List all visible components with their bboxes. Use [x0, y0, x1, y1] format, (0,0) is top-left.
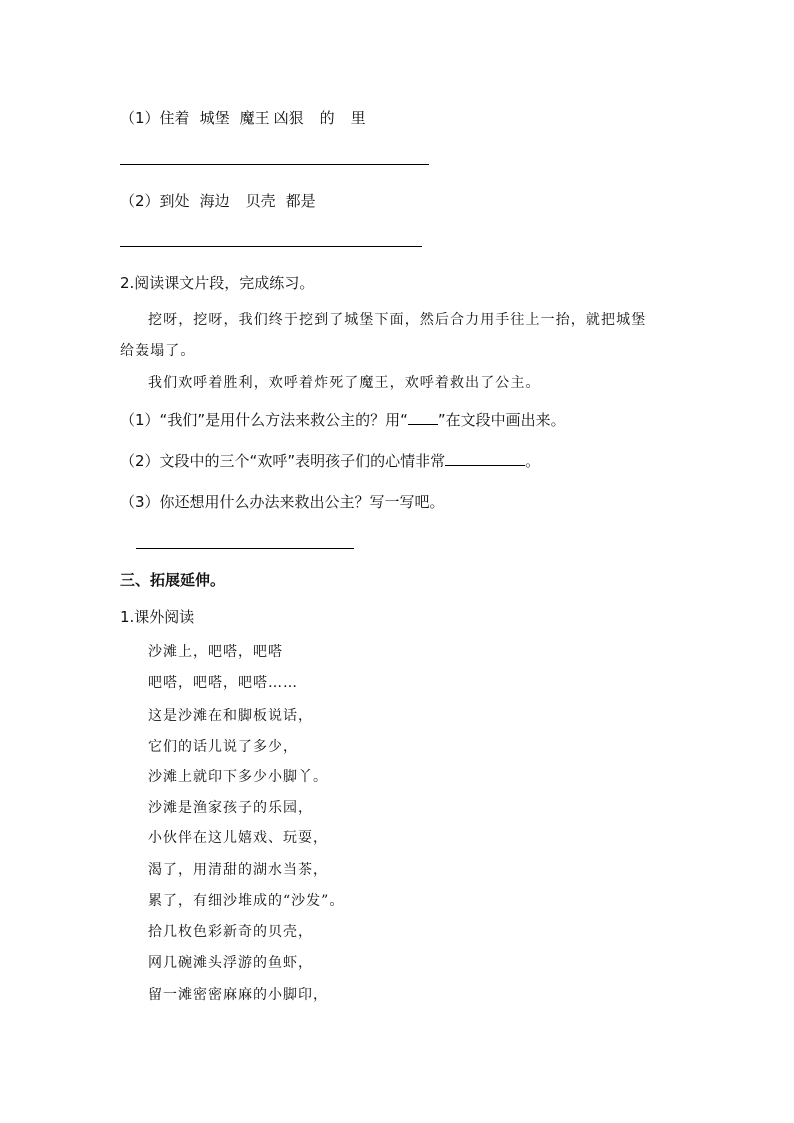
poem-line: 渴了，用清甜的湖水当茶，: [148, 862, 328, 878]
section-3-subheading: 1.课外阅读: [120, 608, 195, 626]
passage-line: 我们欢呼着胜利，欢呼着炸死了魔王，欢呼着救出了公主。: [148, 375, 541, 391]
reorder-item-1: [120, 108, 366, 128]
poem-line: 沙滩是渔家孩子的乐园，: [148, 800, 313, 816]
question-2: [120, 451, 540, 471]
question-1: [120, 410, 566, 430]
word: 都是: [285, 192, 316, 210]
poem-line: 吧嗒，吧嗒，吧嗒……: [148, 675, 298, 691]
passage-line: 挖呀，挖呀，我们终于挖到了城堡下面，然后合力用手往上一抬，就把城堡: [148, 312, 647, 328]
word: 海边: [199, 192, 230, 210]
word: 里: [350, 109, 366, 127]
poem-line: 沙滩上，吧嗒，吧嗒: [148, 644, 283, 660]
question-1-text: （1）“我们”是用什么方法来救公主的？用“: [120, 411, 408, 429]
poem-line: 网几碗滩头浮游的鱼虾，: [148, 955, 313, 971]
word: 凶狠: [273, 109, 304, 127]
poem-line: 这是沙滩在和脚板说话，: [148, 708, 313, 724]
word: 的: [319, 109, 335, 127]
poem-line: 沙滩上就印下多少小脚丫。: [148, 769, 328, 785]
answer-line-3[interactable]: [136, 548, 354, 549]
word: 贝壳: [245, 192, 276, 210]
word: 住着: [159, 109, 190, 127]
word: 城堡: [199, 109, 230, 127]
reorder-item-2: [120, 191, 316, 211]
answer-line-2[interactable]: [120, 246, 422, 247]
poem-line: 它们的话儿说了多少，: [148, 739, 298, 755]
poem-line: 小伙伴在这儿嬉戏、玩耍，: [148, 830, 328, 846]
section-3-heading: 三、拓展延伸。: [120, 571, 226, 589]
poem-line: 留一滩密密麻麻的小脚印，: [148, 987, 328, 1003]
word: 魔王: [239, 109, 270, 127]
word: 到处: [159, 192, 190, 210]
poem-line: 拾几枚色彩新奇的贝壳，: [148, 924, 313, 940]
question-3: （3）你还想用什么办法来救出公主？写一写吧。: [120, 493, 445, 511]
item-number: （2）: [120, 192, 160, 210]
exercise-2-heading: 2.阅读课文片段，完成练习。: [120, 274, 315, 292]
poem-line: 累了，有细沙堆成的“沙发”。: [148, 893, 345, 909]
underline-marker: [408, 410, 438, 425]
answer-line-1[interactable]: [120, 164, 429, 165]
item-number: （1）: [120, 109, 160, 127]
question-2-period: 。: [525, 452, 541, 470]
answer-blank[interactable]: [445, 451, 525, 466]
question-2-text: （2）文段中的三个“欢呼”表明孩子们的心情非常: [120, 452, 446, 470]
question-1-text-end: ”在文段中画出来。: [437, 411, 566, 429]
passage-line: 给轰塌了。: [120, 343, 196, 359]
